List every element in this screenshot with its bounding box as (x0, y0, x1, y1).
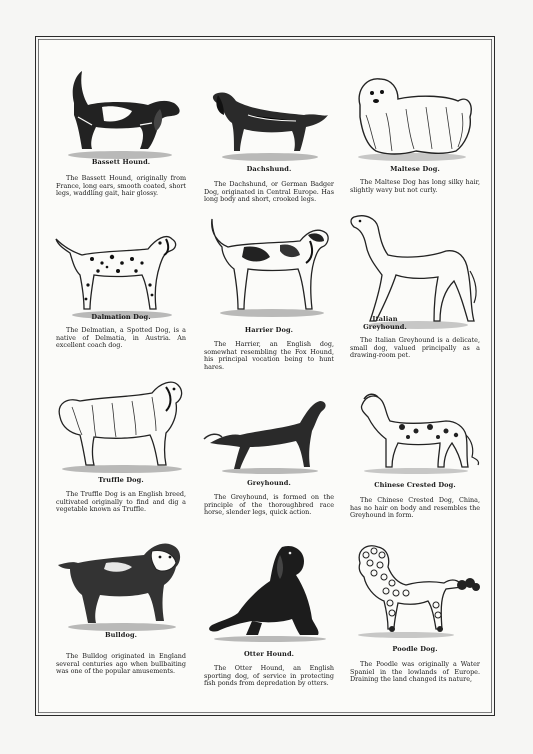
dog-description: The Maltese Dog has long silky hair, slightly wavy but not curly. (350, 178, 480, 194)
dog-name: Maltese Dog. (390, 165, 440, 173)
engraving-plate (35, 36, 495, 716)
dog-description: The Harrier, an English dog, somewhat resembling the Fox Hound, his principal vocation being to hunt hares. (204, 340, 334, 371)
dog-name: Poodle Dog. (392, 645, 438, 653)
dog-name: Bassett Hound. (91, 158, 151, 166)
dog-description: The Greyhound, is formed on the principle of the thoroughbred race horse, slender legs, quick action. (204, 493, 334, 517)
dachshund-illustration (200, 65, 338, 165)
poodle-dog-illustration (346, 543, 484, 639)
dog-description: The Dachshund, or German Badger Dog, originated in Central Europe. Has long body and short, crooked legs. (204, 180, 334, 204)
dog-name: Chinese Crested Dog. (374, 481, 456, 489)
dog-description: The Bulldog originated in England several centuries ago when bullbaiting was one of the popular amusements. (56, 652, 186, 676)
otter-hound-illustration (200, 543, 338, 643)
dog-name: Dachshund. (246, 165, 292, 173)
dog-description: The Bassett Hound, originally from France, long ears, smooth coated, short legs, waddling gait, hair glossy. (56, 174, 186, 198)
harrier-dog-illustration (200, 213, 338, 321)
dog-name: Italian Greyhound. (363, 315, 407, 331)
dog-name: Bulldog. (104, 631, 138, 639)
dog-description: The Poodle was originally a Water Spaniel in the lowlands of Europe. Draining the land changed its nature, (350, 660, 480, 684)
dog-description: The Truffle Dog is an English breed, cultivated originally to find and dig a vegetable known as Truffle. (56, 490, 186, 514)
chinese-crested-dog-illustration (346, 391, 484, 475)
italian-greyhound-illustration (346, 211, 484, 331)
dog-description: The Italian Greyhound is a delicate, small dog, valued principally as a drawing-room pet. (350, 336, 480, 360)
dog-name: Greyhound. (247, 479, 291, 487)
dalmation-dog-illustration (52, 229, 190, 321)
truffle-dog-illustration (52, 377, 190, 475)
greyhound-illustration (200, 393, 338, 475)
dog-description: The Delmatian, a Spotted Dog, is a native of Delmatia, in Austria. An excellent coach dog. (56, 326, 186, 350)
dog-name: Dalmation Dog. (91, 313, 151, 321)
dog-name: Harrier Dog. (244, 326, 294, 334)
bulldog-illustration (52, 541, 190, 633)
dog-description: The Chinese Crested Dog, China, has no hair on body and resembles the Greyhound in form. (350, 496, 480, 520)
dog-name: Truffle Dog. (98, 476, 144, 484)
dog-name: Otter Hound. (243, 650, 295, 658)
dog-description: The Otter Hound, an English sporting dog, of service in protecting fish ponds from depredation by otters. (204, 664, 334, 688)
basset-hound-illustration (52, 65, 190, 165)
maltese-dog-illustration (346, 65, 484, 165)
